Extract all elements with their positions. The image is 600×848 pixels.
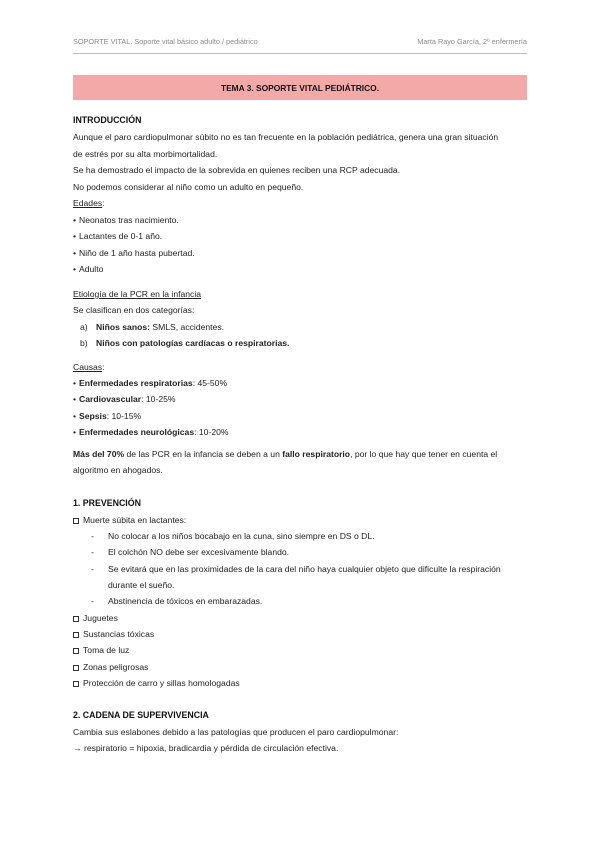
topic-banner	[73, 75, 527, 100]
list-item: Zonas peligrosas	[73, 661, 148, 673]
sub-item: - Abstinencia de tóxicos en embarazadas.	[91, 596, 263, 606]
intro-p1a: Aunque el paro cardiopulmonar súbito no es tan frecuente en la población pediátrica, genera una gran situación	[73, 132, 499, 142]
bullet-icon: •	[73, 378, 77, 388]
etiologia-intro: Se clasifican en dos categorías:	[73, 305, 195, 315]
list-item: • Lactantes de 0-1 año.	[73, 231, 163, 241]
causas-summary-2: algoritmo en ahogados.	[73, 465, 163, 475]
header-left: SOPORTE VITAL. Soporte vital básico adulto / pediátrico	[73, 37, 258, 46]
list-item: • Sepsis: 10-15%	[73, 411, 142, 421]
list-item: Sustancias tóxicas	[73, 628, 154, 640]
sub-item-cont: durante el sueño.	[108, 580, 175, 590]
cadena-p1: Cambia sus eslabones debido a las patologías que producen el paro cardiopulmonar:	[73, 727, 399, 737]
checkbox-square-icon	[73, 518, 79, 524]
sub-item: - Se evitará que en las proximidades de la cara del niño haya cualquier objeto que dificulte la respiración	[91, 564, 501, 574]
sub-item: - No colocar a los niños bocabajo en la cuna, sino siempre en DS o DL.	[91, 531, 375, 541]
intro-p2: Se ha demostrado el impacto de la sobrevida en quienes reciben una RCP adecuada.	[73, 165, 401, 175]
bullet-icon: •	[73, 215, 77, 225]
checkbox-square-icon	[73, 665, 79, 671]
prevencion-heading: 1. PREVENCIÓN	[73, 498, 141, 508]
bullet-icon: •	[73, 427, 77, 437]
causas-summary: Más del 70% de las PCR en la infancia se deben a un fallo respiratorio, por lo que hay que tener en cuenta el	[73, 449, 498, 459]
list-item: • Enfermedades neurológicas: 10-20%	[73, 427, 229, 437]
sub-item: - El colchón NO debe ser excesivamente blando.	[91, 547, 290, 557]
etiologia-item-b: b) Niños con patologías cardíacas o respiratorias.	[80, 338, 290, 348]
banner-title: TEMA 3. SOPORTE VITAL PEDIÁTRICO.	[220, 82, 380, 93]
intro-heading: INTRODUCCIÓN	[73, 115, 142, 125]
page-header	[73, 37, 527, 46]
checkbox-square-icon	[73, 681, 79, 687]
etiologia-label: Etiología de la PCR en la infancia	[73, 289, 202, 299]
checkbox-square-icon	[73, 632, 79, 638]
bullet-icon: •	[73, 394, 77, 404]
list-item: Toma de luz	[73, 644, 129, 656]
bullet-icon: •	[73, 264, 77, 274]
list-item: • Enfermedades respiratorias: 45-50%	[73, 378, 228, 388]
list-item: Muerte súbita en lactantes:	[73, 514, 186, 526]
list-item: • Adulto	[73, 264, 104, 274]
edades-label: Edades:	[73, 198, 105, 208]
bullet-icon: •	[73, 248, 77, 258]
list-item: Protección de carro y sillas homologadas	[73, 677, 240, 689]
list-item: Juguetes	[73, 612, 118, 624]
etiologia-item-a: a) Niños sanos: SMLS, accidentes.	[80, 322, 225, 332]
bullet-icon: •	[73, 411, 77, 421]
list-item: • Niño de 1 año hasta pubertad.	[73, 248, 195, 258]
list-item: • Neonatos tras nacimiento.	[73, 215, 179, 225]
causas-label: Causas:	[73, 362, 105, 372]
intro-p1b: de estrés por su alta morbimortalidad.	[73, 149, 218, 159]
checkbox-square-icon	[73, 616, 79, 622]
bullet-icon: •	[73, 231, 77, 241]
cadena-heading: 2. CADENA DE SUPERVIVENCIA	[73, 710, 209, 720]
cadena-p2: → respiratorio = hipoxia, bradicardia y pérdida de circulación efectiva.	[73, 743, 339, 753]
intro-p3: No podemos considerar al niño como un adulto en pequeño.	[73, 182, 304, 192]
header-right: Marta Rayo García, 2º enfermería	[417, 37, 527, 46]
list-item: • Cardiovascular: 10-25%	[73, 394, 176, 404]
checkbox-square-icon	[73, 648, 79, 654]
header-divider	[73, 53, 527, 54]
